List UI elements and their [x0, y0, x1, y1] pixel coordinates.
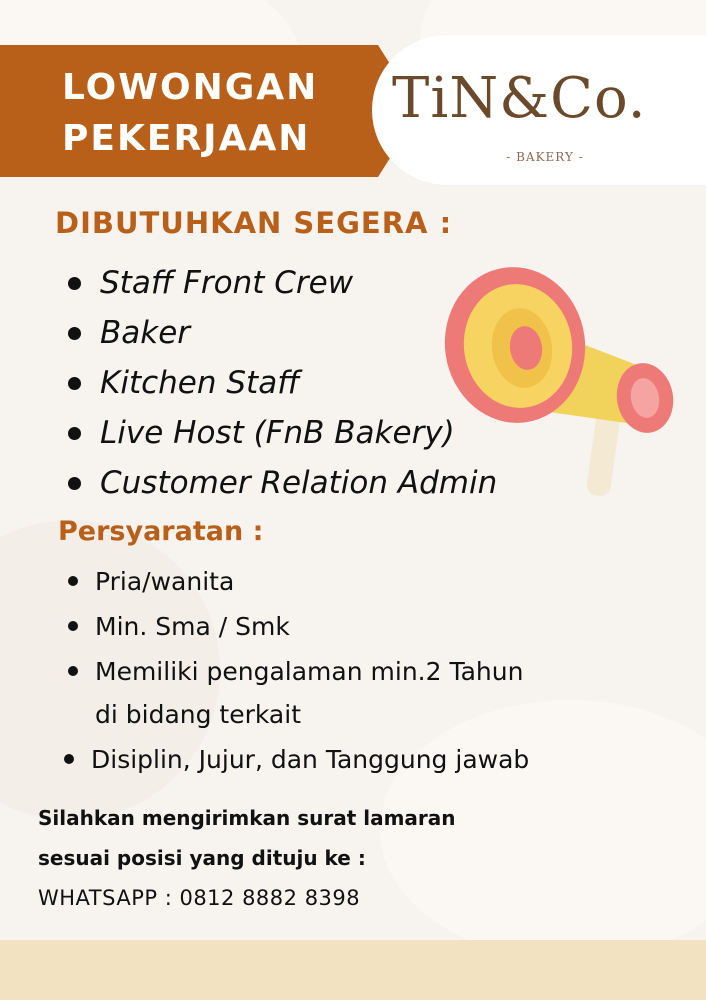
bullet-icon	[68, 327, 81, 340]
footer-bar	[0, 940, 706, 1000]
whatsapp-contact: WHATSAPP : 0812 8882 8398	[38, 886, 361, 910]
banner-title-line-1: LOWONGAN	[62, 67, 319, 108]
requirement-text: Disiplin, Jujur, dan Tanggung jawab	[91, 745, 530, 774]
list-item	[68, 258, 497, 308]
requirement-text: Min. Sma / Smk	[95, 612, 290, 641]
job-title: Staff Front Crew	[100, 265, 354, 301]
requirement-text-continued: di bidang terkait	[95, 700, 301, 729]
application-instructions	[38, 798, 456, 918]
bullet-icon	[68, 377, 81, 390]
list-item	[68, 650, 533, 736]
bullet-icon	[68, 621, 78, 631]
requirement-text: Memiliki pengalaman min.2 Tahun	[95, 657, 524, 686]
bullet-icon	[64, 754, 74, 764]
job-title: Kitchen Staff	[100, 365, 300, 401]
jobs-heading: DIBUTUHKAN SEGERA :	[55, 206, 453, 240]
requirement-text: Pria/wanita	[95, 567, 235, 596]
banner-title	[62, 62, 362, 164]
banner-title-line-2: PEKERJAAN	[62, 118, 311, 159]
apply-text-line-1: Silahkan mengirimkan surat lamaran	[38, 806, 456, 830]
bullet-icon	[68, 576, 78, 586]
list-item	[68, 308, 497, 358]
job-title: Baker	[100, 315, 191, 351]
brand-logo: TiN&Co.	[392, 66, 647, 131]
bullet-icon	[68, 666, 78, 676]
job-title: Customer Relation Admin	[100, 465, 498, 501]
requirements-heading: Persyaratan :	[58, 516, 264, 547]
requirements-list	[68, 560, 533, 783]
brand-logo-subtitle: - BAKERY -	[506, 150, 584, 164]
apply-text-line-2: sesuai posisi yang dituju ke :	[38, 846, 366, 870]
bullet-icon	[68, 277, 81, 290]
list-item	[68, 408, 497, 458]
bullet-icon	[68, 477, 81, 490]
list-item	[68, 358, 497, 408]
list-item	[64, 738, 529, 781]
list-item	[68, 560, 533, 603]
job-list	[68, 258, 497, 508]
list-item	[68, 605, 533, 648]
list-item	[68, 458, 497, 508]
job-title: Live Host (FnB Bakery)	[100, 415, 455, 451]
megaphone-icon	[440, 250, 700, 520]
bullet-icon	[68, 427, 81, 440]
